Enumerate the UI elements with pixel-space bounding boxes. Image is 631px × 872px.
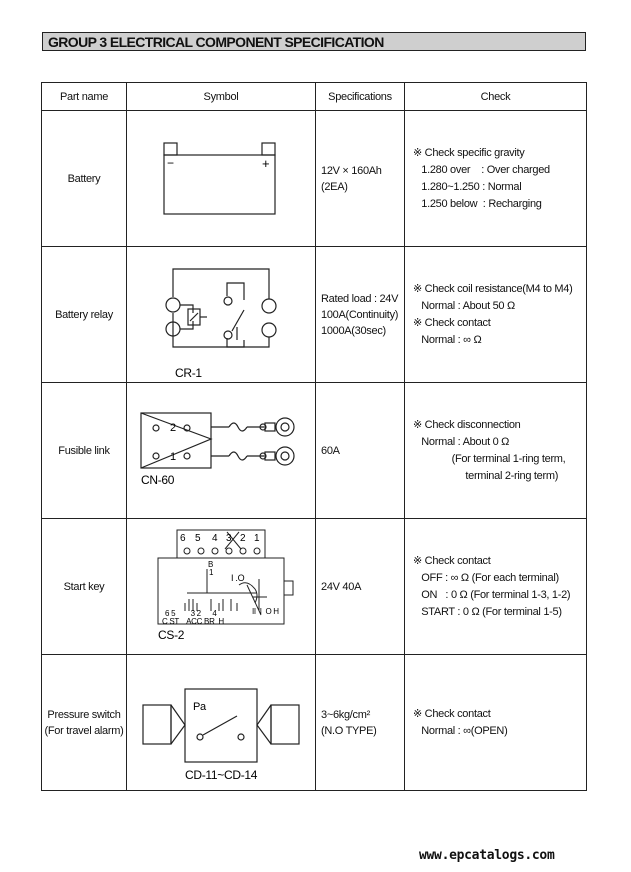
header-part-name: Part name	[42, 83, 127, 111]
section-title: GROUP 3 ELECTRICAL COMPONENT SPECIFICATION	[48, 34, 384, 50]
table-row-battery-relay	[42, 247, 587, 383]
key-positions-label: C ST ACC BR H	[162, 617, 224, 626]
check-cell: ※ Check contact Normal : ∞(OPEN)	[405, 655, 587, 791]
battery-plus-label: +	[262, 156, 270, 171]
fusible-terminal-1: 1	[170, 451, 176, 463]
fusible-symbol-label: CN-60	[141, 473, 175, 487]
spec-cell: 60A	[316, 383, 405, 519]
fusible-link-diagram	[127, 383, 316, 518]
spec-cell: 3~6kg/cm² (N.O TYPE)	[316, 655, 405, 791]
relay-diagram	[127, 247, 316, 382]
check-cell: ※ Check specific gravity 1.280 over : Over charged 1.280~1.250 : Normal 1.250 below : Recharging	[405, 111, 587, 247]
pressure-symbol-label: CD-11~CD-14	[185, 768, 258, 782]
header-specifications: Specifications	[316, 83, 405, 111]
key-1-label: 1	[209, 568, 214, 577]
key-top-1: 1	[254, 533, 260, 544]
section-title-bar	[42, 32, 586, 51]
battery-symbol	[127, 111, 316, 247]
spec-cell: 12V × 160Ah (2EA)	[316, 111, 405, 247]
pressure-switch-symbol	[127, 655, 316, 791]
key-io-label: I .O	[231, 573, 245, 583]
key-b-label: B	[208, 560, 214, 569]
key-top-4: 4	[212, 533, 218, 544]
battery-symbol-diagram	[127, 111, 316, 246]
start-key-diagram	[127, 519, 316, 654]
key-top-6: 6	[180, 533, 191, 544]
table-row-start-key	[42, 519, 587, 655]
check-cell: ※ Check disconnection Normal : About 0 Ω (For terminal 1-ring term, terminal 2-ring term)	[405, 383, 587, 519]
part-name-cell: Start key	[42, 519, 127, 655]
start-key-symbol	[127, 519, 316, 655]
start-key-symbol-label: CS-2	[158, 628, 185, 642]
battery-relay-symbol	[127, 247, 316, 383]
key-top-5: 5	[195, 533, 201, 544]
spec-cell: 24V 40A	[316, 519, 405, 655]
spec-table	[41, 82, 587, 791]
key-top-3: 3	[226, 533, 232, 544]
relay-symbol-label: CR-1	[175, 366, 202, 380]
table-row-fusible-link	[42, 383, 587, 519]
spec-cell: Rated load : 24V 100A(Continuity) 1000A(30sec)	[316, 247, 405, 383]
footer-url: www.epcatalogs.com	[419, 848, 555, 863]
fusible-terminal-2: 2	[170, 422, 176, 434]
key-right-label: II I O H	[252, 607, 279, 616]
check-cell: ※ Check contact OFF : ∞ Ω (For each terminal) ON : 0 Ω (For terminal 1-3, 1-2) START : 0 Ω (For terminal 1-5)	[405, 519, 587, 655]
header-symbol: Symbol	[127, 83, 316, 111]
key-top-2: 2	[240, 533, 246, 544]
table-row-pressure-switch	[42, 655, 587, 791]
pressure-switch-diagram	[127, 655, 316, 790]
battery-minus-label: −	[167, 156, 174, 170]
fusible-link-symbol	[127, 383, 316, 519]
table-row-battery	[42, 111, 587, 247]
pressure-pa-label: Pa	[193, 701, 206, 713]
key-numbers-label: 6 5 3 2 4	[165, 609, 217, 618]
check-cell: ※ Check coil resistance(M4 to M4) Normal : About 50 Ω ※ Check contact Normal : ∞ Ω	[405, 247, 587, 383]
header-check: Check	[405, 83, 587, 111]
part-name-cell: Pressure switch (For travel alarm)	[42, 655, 127, 791]
part-name-cell: Battery	[42, 111, 127, 247]
part-name-cell: Fusible link	[42, 383, 127, 519]
part-name-cell: Battery relay	[42, 247, 127, 383]
table-header-row	[42, 83, 587, 111]
